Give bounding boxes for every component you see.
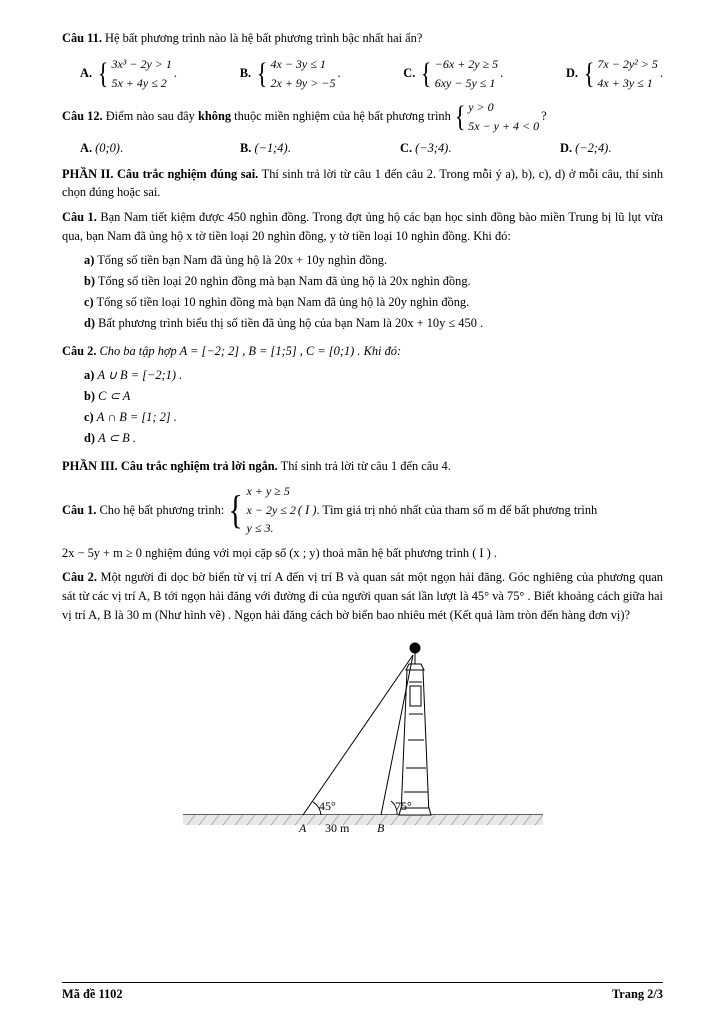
choice-a-label: A.: [80, 141, 93, 156]
part-3-heading: [62, 458, 663, 476]
item-c-text: Tổng số tiền loại 10 nghìn đồng mà bạn Nam đã ủng hộ là 20y nghìn đồng.: [96, 294, 470, 309]
choice-b[interactable]: [240, 141, 400, 156]
exam-code: Mã đề 1102: [62, 987, 123, 1001]
question-11-stem: [62, 30, 663, 48]
part-3-text: Thí sinh trả lời từ câu 1 đến câu 4.: [280, 459, 451, 474]
choice-a-value: (0;0): [95, 141, 120, 156]
choice-c-tail: .: [448, 141, 452, 156]
choice-c-value: (−3;4): [415, 141, 449, 156]
part2-question-2-stem: [62, 342, 663, 361]
choice-b-label: B.: [240, 141, 252, 156]
option-b-line2: 2x + 9y > −5: [270, 75, 336, 90]
option-a-tail: .: [173, 66, 178, 81]
part3-question-1-system-tag: ( I ): [297, 502, 317, 517]
question-12-qmark: ?: [541, 108, 547, 123]
part3-question-2-text: Một người đi dọc bờ biển từ vị trí A đến vị trí B và quan sát một ngọn hải đăng. Góc nghiêng của phương quan sát từ các vị trí A, B tới ngọn hải đăng với đường đi của người quan sát lần lượt là 45° và 75° . Biết khoảng cách giữa hai vị trí A, B là 30 m (Như hình vẽ) . Ngọn hải đăng cách bờ biển bao nhiêu mét (Kết quả làm tròn đến hàng đơn vị)?: [62, 570, 663, 622]
option-d[interactable]: [566, 55, 663, 92]
ground-band: [183, 815, 543, 825]
choice-b-value: (−1;4): [254, 141, 288, 156]
choice-d[interactable]: [560, 141, 611, 156]
option-d-system: [582, 55, 658, 92]
part-3-title: PHẦN III. Câu trắc nghiệm trả lời ngắn.: [62, 459, 278, 474]
point-a-label: A: [298, 821, 306, 836]
option-b-tail: .: [337, 66, 341, 81]
part2-q1-item-c[interactable]: [84, 294, 663, 312]
lighthouse-figure: [62, 630, 663, 860]
brace-icon: {: [256, 56, 268, 90]
part2-q2-item-a[interactable]: [84, 367, 663, 385]
option-d-line1: 7x − 2y² > 5: [597, 56, 658, 71]
option-b-line1: 4x − 3y ≤ 1: [270, 56, 326, 71]
part3-question-1-text-after: . Tìm giá trị nhỏ nhất của tham số m để bất phương trình: [316, 502, 598, 517]
part2-q1-item-d[interactable]: [84, 315, 663, 333]
part3-question-1-label: Câu 1.: [62, 502, 97, 517]
item-b-text: Tổng số tiền loại 20 nghìn đồng mà bạn Nam đã ủng hộ là 20x nghìn đồng.: [97, 273, 471, 288]
brace-icon: {: [583, 56, 595, 90]
option-a-system: [96, 55, 172, 92]
choice-d-value: (−2;4): [575, 141, 609, 156]
part2-q2-item-d[interactable]: [84, 430, 663, 448]
option-a-line2: 5x + 4y ≤ 2: [111, 75, 167, 90]
part-2-heading: [62, 166, 663, 202]
part2-q2-item-c[interactable]: [84, 409, 663, 427]
question-11-text: Hệ bất phương trình nào là hệ bất phương trình bậc nhất hai ẩn?: [105, 31, 423, 45]
system-line1: x + y ≥ 5: [246, 484, 290, 499]
distance-label: 30 m: [324, 821, 349, 836]
page-footer: [62, 982, 663, 1002]
question-12-choices: [62, 141, 663, 156]
option-c-tail: .: [500, 66, 504, 81]
item-d-label: d): [84, 315, 96, 330]
item-a-text: A ∪ B = [−2;1) .: [97, 368, 183, 383]
part2-question-1-label: Câu 1.: [62, 210, 97, 225]
question-11-label: Câu 11.: [62, 31, 102, 45]
question-12-label: Câu 12.: [62, 108, 103, 123]
choice-d-label: D.: [560, 141, 573, 156]
question-12-stem: [62, 98, 663, 135]
brace-icon: {: [228, 486, 244, 532]
page-number: Trang 2/3: [611, 987, 663, 1001]
brace-icon: {: [421, 56, 432, 90]
question-12-system-line2: 5x − y + 4 < 0: [468, 118, 540, 133]
part2-q1-item-b[interactable]: [84, 273, 663, 291]
part3-question-1-text-before: Cho hệ bất phương trình:: [99, 502, 225, 517]
part2-question-2-text: Cho ba tập hợp A = [−2; 2] , B = [1;5] , C = [0;1) . Khi đó:: [99, 344, 402, 359]
item-b-label: b): [84, 273, 96, 288]
option-d-tail: .: [659, 66, 663, 81]
option-c-line1: −6x + 2y ≥ 5: [434, 56, 499, 71]
part2-question-2-label: Câu 2.: [62, 344, 97, 359]
choice-a[interactable]: [80, 141, 240, 156]
part-2-text: Thí sinh trả lời từ câu 1 đến câu 2. Trong mỗi ý a), b), c), d) ở mỗi câu, thí sinh chọn đúng hoặc sai.: [62, 167, 664, 200]
option-d-line2: 4x + 3y ≤ 1: [597, 75, 653, 90]
part3-question-1-system: [226, 482, 296, 538]
part3-question-2-label: Câu 2.: [62, 570, 97, 585]
item-b-text: C ⊂ A: [98, 389, 131, 404]
option-c-label: C.: [403, 66, 416, 81]
system-line2: x − 2y ≤ 2: [246, 502, 296, 517]
part3-question-2-stem: [62, 568, 663, 624]
part2-q1-item-a[interactable]: [84, 252, 663, 270]
brace-icon: {: [97, 56, 109, 90]
option-a[interactable]: [80, 55, 177, 92]
item-a-label: a): [84, 252, 95, 267]
item-c-label: c): [84, 294, 94, 309]
question-12-system-line1: y > 0: [468, 100, 494, 115]
brace-icon: {: [454, 99, 466, 133]
item-c-text: A ∩ B = [1; 2] .: [96, 410, 177, 425]
item-d-text: Bất phương trình biểu thị số tiền đã ủng hộ của bạn Nam là 20x + 10y ≤ 450 .: [98, 315, 484, 330]
lighthouse-lamp: [410, 643, 420, 653]
item-a-label: a): [84, 368, 95, 383]
part2-q2-item-b[interactable]: [84, 388, 663, 406]
point-b-label: B: [376, 821, 384, 836]
question-11-options: [62, 55, 663, 92]
angle-b-label: 75°: [394, 799, 412, 814]
choice-c-label: C.: [400, 141, 413, 156]
item-d-label: d): [84, 431, 96, 446]
angle-a-label: 45°: [318, 799, 336, 814]
question-12-text-before: Điểm nào sau đây: [105, 108, 195, 123]
item-c-label: c): [84, 410, 94, 425]
part3-question-1-line2: 2x − 5y + m ≥ 0 nghiệm đúng với mọi cặp số (x ; y) thoả mãn hệ bất phương trình ( I ) .: [62, 545, 497, 560]
part2-question-1-text: Bạn Nam tiết kiệm được 450 nghìn đồng. Trong đợt ủng hộ các bạn học sinh đồng bào miền Trung bị lũ lụt vừa qua, bạn Nam đã ủng hộ x tờ tiền loại 20 nghìn đồng, y tờ tiền loại 10 nghìn đồng. Khi đó:: [62, 210, 663, 243]
option-a-label: A.: [80, 66, 93, 81]
option-b-system: [255, 55, 335, 92]
question-12-system: [453, 98, 539, 135]
option-b-label: B.: [239, 66, 252, 81]
item-b-label: b): [84, 389, 96, 404]
option-c-system: [419, 55, 498, 92]
part-2-title: PHẦN II. Câu trắc nghiệm đúng sai.: [62, 167, 259, 182]
lighthouse-diagram: [153, 630, 573, 850]
choice-b-tail: .: [287, 141, 291, 156]
item-d-text: A ⊂ B .: [98, 431, 136, 446]
option-b[interactable]: [240, 55, 341, 92]
system-line3: y ≤ 3.: [246, 521, 274, 536]
option-a-line1: 3x³ − 2y > 1: [111, 56, 172, 71]
item-a-text: Tổng số tiền bạn Nam đã ủng hộ là 20x + 10y nghìn đồng.: [97, 252, 388, 267]
question-12-text-bold: không: [197, 108, 232, 123]
choice-d-tail: .: [608, 141, 612, 156]
part2-question-1-stem: [62, 208, 663, 245]
option-c-line2: 6xy − 5y ≤ 1: [434, 75, 496, 90]
option-d-label: D.: [565, 66, 579, 81]
choice-a-tail: .: [119, 141, 124, 156]
option-c[interactable]: [403, 55, 503, 92]
question-12-text-after: thuộc miền nghiệm của hệ bất phương trình: [234, 108, 451, 123]
choice-c[interactable]: [400, 141, 560, 156]
part3-question-1-stem: [62, 482, 663, 538]
